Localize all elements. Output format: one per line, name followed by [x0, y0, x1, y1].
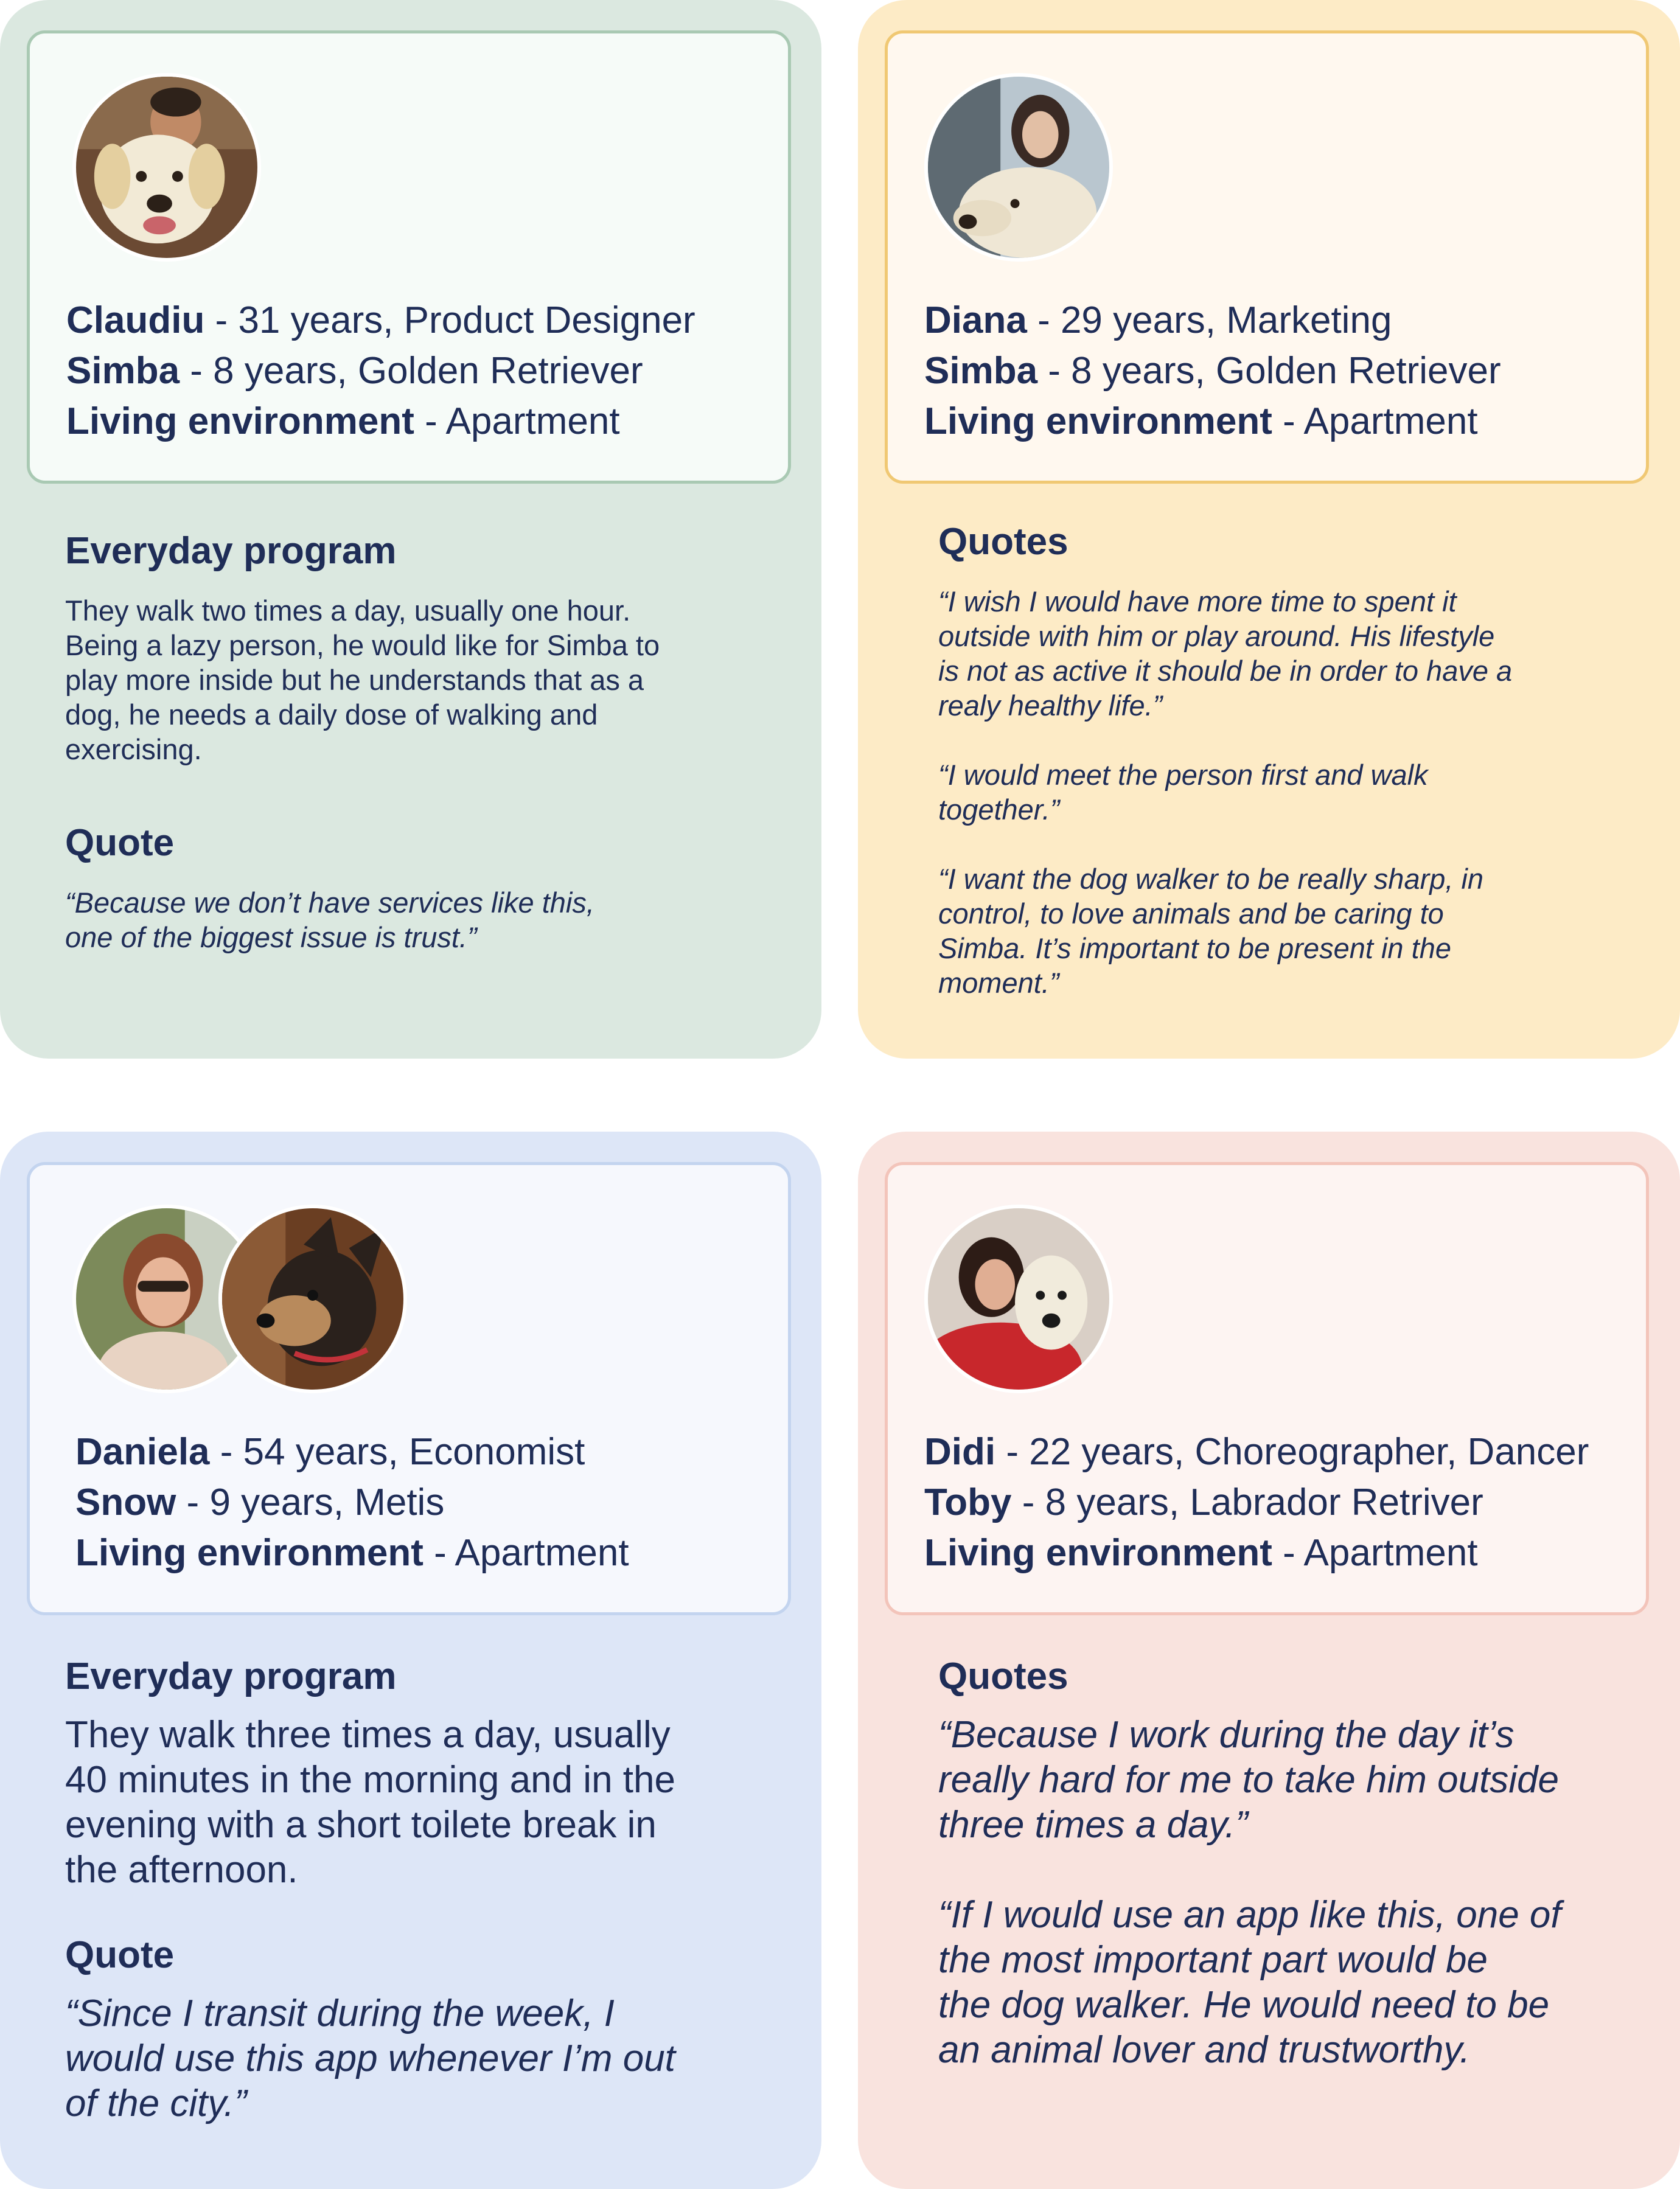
person-details: 29 years, Marketing: [1060, 299, 1392, 341]
pet-name: Simba: [66, 350, 180, 392]
living-row: [924, 1528, 1589, 1578]
separator: -: [204, 299, 239, 341]
quote-text: “Because we don’t have services like this, one of the biggest issue is trust.”: [65, 886, 594, 953]
quotes-title: Quotes: [938, 521, 1068, 563]
separator: -: [423, 1532, 455, 1574]
avatar-diana-with-dog: [924, 73, 1113, 262]
persona-card-claudiu: [0, 0, 821, 1059]
separator: -: [414, 400, 446, 442]
living-label: Living environment: [924, 1532, 1272, 1574]
living-value: Apartment: [445, 400, 620, 442]
person-details: 22 years, Choreographer, Dancer: [1029, 1431, 1589, 1473]
persona-card-didi: [858, 1132, 1680, 2189]
person-name: Diana: [924, 299, 1027, 341]
person-row: [75, 1427, 629, 1477]
person-name: Daniela: [75, 1431, 210, 1473]
separator: -: [1026, 299, 1061, 341]
living-value: Apartment: [455, 1532, 629, 1574]
person-row: [66, 295, 695, 346]
pet-row: [924, 346, 1501, 396]
living-row: [66, 396, 695, 447]
program-text: They walk three times a day, usually 40 minutes in the morning and in the evening with a short toilete break in the afternoon.: [65, 1714, 675, 1891]
pet-details: 8 years, Golden Retriever: [1071, 350, 1501, 392]
person-row: [924, 295, 1501, 346]
pet-row: [66, 346, 695, 396]
quotes-text: “Because I work during the day it’s really hard for me to take him outside three times a day.” “If I would use an app like this, one of the most important part would be the dog walker. He would need to be an animal lover and trustworthy.: [938, 1714, 1561, 2071]
separator: -: [1272, 400, 1304, 442]
facts-list: [66, 295, 695, 447]
facts-list: [75, 1427, 629, 1578]
pet-row: [924, 1477, 1589, 1528]
profile-box: [27, 1162, 791, 1615]
pet-name: Snow: [75, 1481, 176, 1523]
separator: -: [180, 350, 214, 392]
living-value: Apartment: [1303, 1532, 1478, 1574]
living-label: Living environment: [75, 1532, 423, 1574]
facts-list: [924, 295, 1501, 447]
separator: -: [1272, 1532, 1304, 1574]
profile-box: [885, 1162, 1649, 1615]
facts-list: [924, 1427, 1589, 1578]
pet-name: Toby: [924, 1481, 1012, 1523]
avatar-didi-with-dog: [924, 1205, 1113, 1393]
avatar-snow-dog: [218, 1205, 407, 1393]
person-row: [924, 1427, 1589, 1477]
program-title: Everyday program: [65, 530, 397, 572]
quotes-text: “I wish I would have more time to spent it outside with him or play around. His lifestyle is not as active it should be in order to have a realy healthy life.” “I would meet the person first and walk together.” “I want the dog walker to be really sharp, in control, to love animals and be caring to Simba. It’s important to be present in the moment.”: [938, 585, 1513, 999]
pet-details: 9 years, Metis: [209, 1481, 445, 1523]
living-row: [924, 396, 1501, 447]
separator: -: [1037, 350, 1072, 392]
living-row: [75, 1528, 629, 1578]
persona-card-diana: [858, 0, 1680, 1059]
separator: -: [995, 1431, 1030, 1473]
program-title: Everyday program: [65, 1655, 397, 1697]
person-name: Claudiu: [66, 299, 205, 341]
profile-box: [885, 30, 1649, 484]
person-name: Didi: [924, 1431, 996, 1473]
separator: -: [176, 1481, 210, 1523]
quote-title: Quote: [65, 1934, 175, 1976]
person-details: 31 years, Product Designer: [238, 299, 695, 341]
separator: -: [1011, 1481, 1045, 1523]
separator: -: [209, 1431, 243, 1473]
pet-name: Simba: [924, 350, 1038, 392]
avatar-claudiu-with-dog: [72, 73, 261, 262]
pet-details: 8 years, Golden Retriever: [213, 350, 643, 392]
program-text: They walk two times a day, usually one hour. Being a lazy person, he would like for Simba to play more inside but he understands that as a dog, he needs a daily dose of walking and exercising.: [65, 594, 660, 765]
persona-card-daniela: [0, 1132, 821, 2189]
quote-text: “Since I transit during the week, I would use this app whenever I’m out of the city.”: [65, 1992, 675, 2125]
pet-details: 8 years, Labrador Retriver: [1045, 1481, 1483, 1523]
profile-box: [27, 30, 791, 484]
quote-title: Quote: [65, 822, 175, 864]
living-value: Apartment: [1303, 400, 1478, 442]
quotes-title: Quotes: [938, 1655, 1068, 1697]
pet-row: [75, 1477, 629, 1528]
living-label: Living environment: [66, 400, 414, 442]
living-label: Living environment: [924, 400, 1272, 442]
person-details: 54 years, Economist: [243, 1431, 585, 1473]
